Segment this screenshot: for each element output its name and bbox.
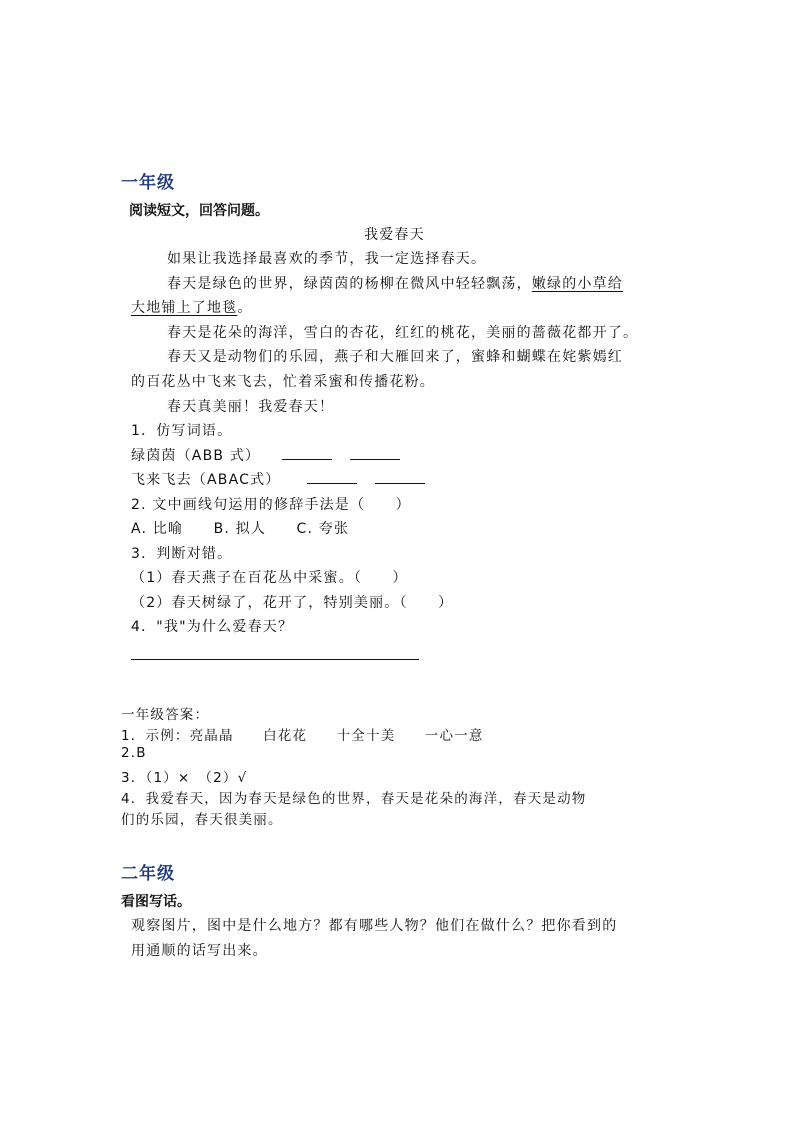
paragraph-3: 春天是花朵的海洋，雪白的杏花，红红的桃花，美丽的蔷薇花都开了。 xyxy=(167,325,639,341)
answer-1: 1．示例：亮晶晶 白花花 十全十美 一心一意 xyxy=(121,728,484,744)
question-1a xyxy=(131,445,400,465)
question-3-item-1: （1）春天燕子在百花丛中采蜜。（ ） xyxy=(131,570,408,586)
question-4: 4．"我"为什么爱春天？ xyxy=(131,619,294,635)
answer-blank[interactable] xyxy=(307,469,357,484)
question-2-options: A. 比喻 B. 拟人 C. 夸张 xyxy=(131,521,350,537)
answer-blank[interactable] xyxy=(282,445,332,460)
paragraph-4-line-2: 的百花丛中飞来飞去，忙着采蜜和传播花粉。 xyxy=(131,374,435,390)
answer-blank[interactable] xyxy=(375,469,425,484)
paragraph-2-line-2 xyxy=(131,297,253,317)
question-1b xyxy=(131,469,425,489)
paragraph-2-start: 春天是绿色的世界，绿茵茵的杨柳在微风中轻轻飘荡， xyxy=(167,276,532,292)
underlined-sentence-part-1: 嫩绿的小草给 xyxy=(531,276,624,292)
question-1a-label: 绿茵茵（ABB 式） xyxy=(131,448,261,464)
paragraph-2-end: 。 xyxy=(237,300,253,316)
question-3: 3．判断对错。 xyxy=(131,546,233,562)
question-3-item-2: （2）春天树绿了，花开了，特别美丽。（ ） xyxy=(131,595,454,611)
answer-blank[interactable] xyxy=(350,445,400,460)
answer-3: 3．（1）× （2）√ xyxy=(121,770,248,786)
question-1b-label: 飞来飞去（ABAC式） xyxy=(131,472,281,488)
grade2-instruction-line-2: 用通顺的话写出来。 xyxy=(131,943,268,959)
grade2-instruction-line-1: 观察图片，图中是什么地方？都有哪些人物？他们在做什么？把你看到的 xyxy=(131,918,618,934)
grade2-task: 看图写话。 xyxy=(121,894,191,910)
answer-2: 2.B xyxy=(121,745,147,761)
paragraph-2-line-1 xyxy=(167,273,623,293)
answer-4-line-1: 4．我爱春天，因为春天是绿色的世界，春天是花朵的海洋，春天是动物 xyxy=(121,791,587,807)
question-1: 1．仿写词语。 xyxy=(131,423,233,439)
question-2: 2. 文中画线句运用的修辞手法是（ ） xyxy=(131,497,411,513)
grade1-heading: 一年级 xyxy=(121,173,175,193)
paragraph-5: 春天真美丽！我爱春天！ xyxy=(167,399,335,415)
grade1-task: 阅读短文，回答问题。 xyxy=(129,203,269,219)
answer-4-line-2: 们的乐园，春天很美丽。 xyxy=(121,812,283,828)
answers-title: 一年级答案： xyxy=(121,707,210,723)
grade2-heading: 二年级 xyxy=(121,864,175,884)
answer-line[interactable] xyxy=(131,659,419,660)
underlined-sentence-part-2: 大地铺上了地毯 xyxy=(131,300,238,316)
paragraph-1: 如果让我选择最喜欢的季节，我一定选择春天。 xyxy=(167,251,487,267)
passage-title: 我爱春天 xyxy=(364,227,425,243)
paragraph-4-line-1: 春天又是动物们的乐园，燕子和大雁回来了，蜜蜂和蝴蝶在姹紫嫣红 xyxy=(167,349,623,365)
